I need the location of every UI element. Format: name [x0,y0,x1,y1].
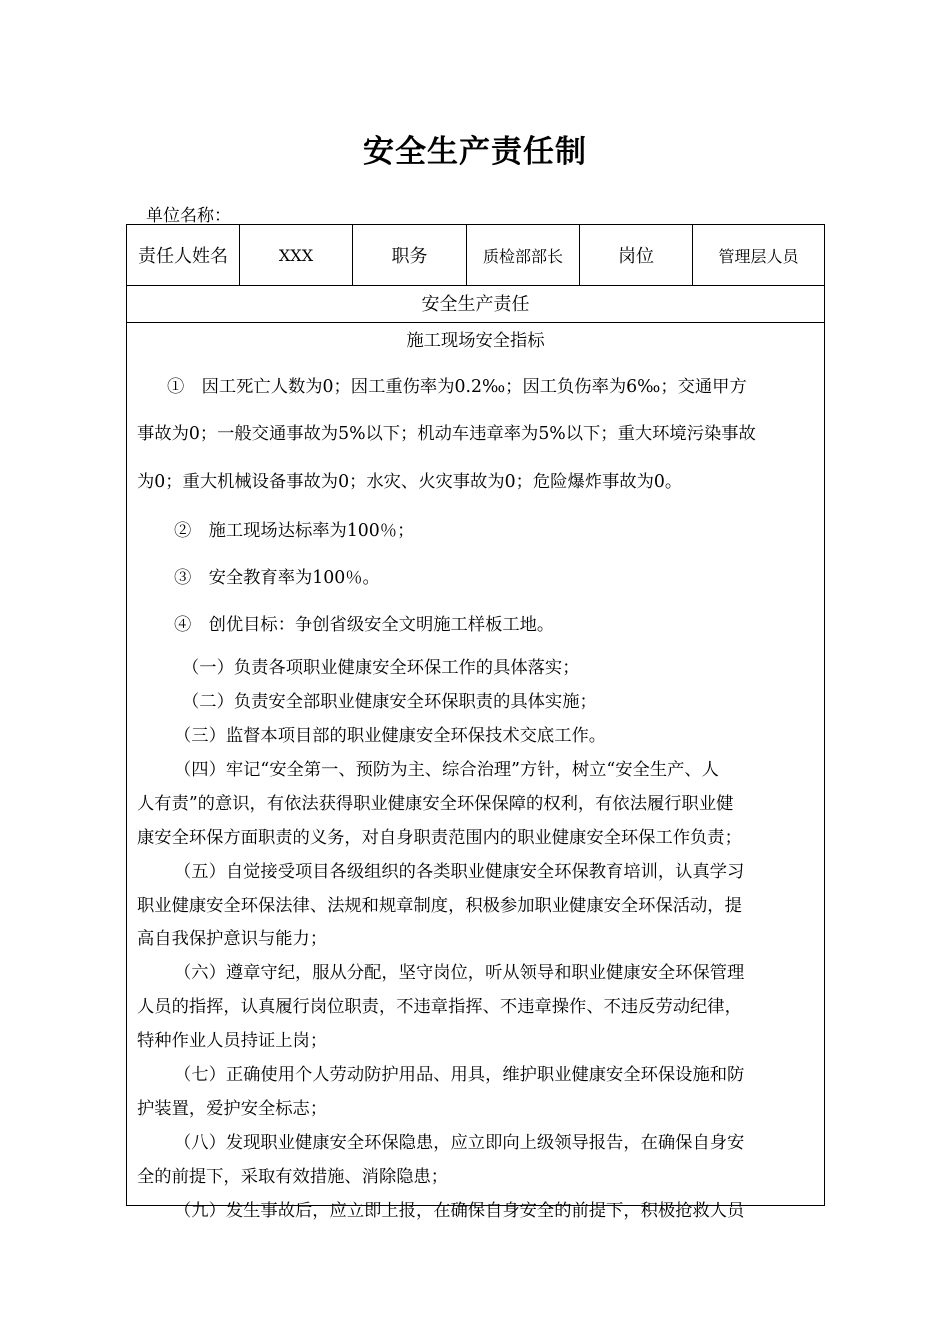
unit-name-label: 单位名称： [146,206,231,226]
section-title: 安全生产责任 [127,286,824,323]
content-line: 人有责”的意识，有依法获得职业健康安全环保保障的权利，有依法履行职业健 [137,794,734,814]
content-line: （四）牢记“安全第一、预防为主、综合治理”方针，树立“安全生产、人 [174,760,719,780]
content-line: （八）发现职业健康安全环保隐患，应立即向上级领导报告，在确保自身安 [174,1133,745,1153]
content-line: （七）正确使用个人劳动防护用品、用具，维护职业健康安全环保设施和防 [174,1065,745,1085]
content-line: （三）监督本项目部的职业健康安全环保技术交底工作。 [174,726,607,746]
content-line: 特种作业人员持证上岗； [137,1031,328,1051]
name-label-cell: 责任人姓名 [127,225,240,285]
content-line: 事故为0；一般交通事故为5%以下；机动车违章率为5%以下；重大环境污染事故 [137,424,756,444]
content-line: （六）遵章守纪，服从分配，坚守岗位，听从领导和职业健康安全环保管理 [174,963,745,983]
content-line: ② 施工现场达标率为100％； [174,521,415,541]
content-subtitle: 施工现场安全指标 [406,331,545,351]
duty-value-cell: 质检部部长 [467,225,580,285]
content-line: 为0；重大机械设备事故为0；水灾、火灾事故为0；危险爆炸事故为0。 [137,472,683,492]
duty-label-cell: 职务 [353,225,467,285]
document-title: 安全生产责任制 [363,134,587,170]
content-line: 高自我保护意识与能力； [137,929,328,949]
content-line: 人员的指挥，认真履行岗位职责，不违章指挥、不违章操作、不违反劳动纪律， [137,997,742,1017]
content-line: （二）负责安全部职业健康安全环保职责的具体实施； [182,692,597,712]
content-line: 护装置，爱护安全标志； [137,1099,328,1119]
content-line: ① 因工死亡人数为0；因工重伤率为0.2‰；因工负伤率为6‰；交通甲方 [167,377,747,397]
content-line: （九）发生事故后，应立即上报，在确保自身安全的前提下，积极抢救人员 [174,1201,745,1221]
content-line: （一）负责各项职业健康安全环保工作的具体落实； [182,658,580,678]
header-row [127,225,824,286]
content-line: （五）自觉接受项目各级组织的各类职业健康安全环保教育培训，认真学习 [174,862,745,882]
content-line: 职业健康安全环保法律、法规和规章制度，积极参加职业健康安全环保活动，提 [137,896,742,916]
content-line: 康安全环保方面职责的义务，对自身职责范围内的职业健康安全环保工作负责； [137,828,742,848]
post-label-cell: 岗位 [580,225,693,285]
post-value-cell: 管理层人员 [718,246,799,266]
name-value-cell: XXX [240,225,353,285]
content-line: ④ 创优目标：争创省级安全文明施工样板工地。 [174,615,555,635]
responsibility-table [126,224,825,1221]
content-line: ③ 安全教育率为100％。 [174,568,380,588]
content-line: 全的前提下，采取有效措施、消除隐患； [137,1167,449,1187]
